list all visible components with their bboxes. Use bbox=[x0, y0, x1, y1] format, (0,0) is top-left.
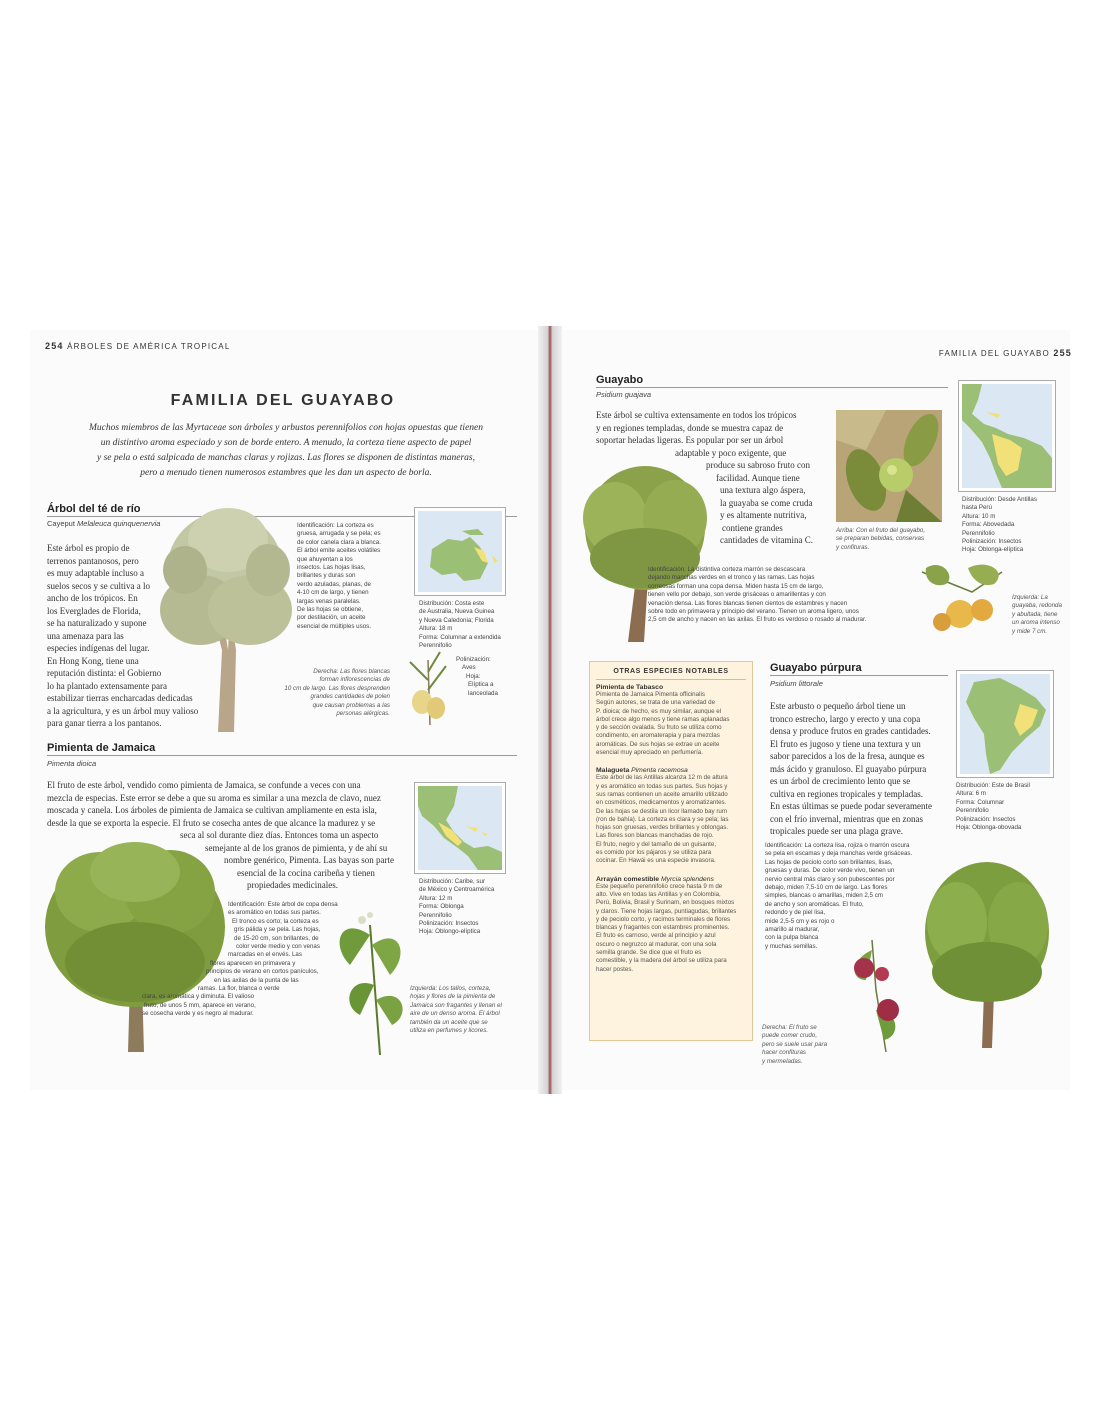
latin-common: Cayeput bbox=[47, 519, 75, 528]
caption-line: grandes cantidades de polen bbox=[310, 693, 390, 701]
notable-box-rule bbox=[596, 679, 746, 680]
ident-line: con la pulpa blanca bbox=[765, 934, 819, 942]
body-line: mezcla de especias. Este error se debe a que su aroma es similar a una mezcla de clavo, nuez bbox=[47, 792, 381, 803]
page-number-right: 255 bbox=[1053, 348, 1072, 358]
ident-line: color verde medio y con venas bbox=[236, 943, 320, 951]
body-line: suelos secos y se cultiva a lo bbox=[47, 580, 150, 591]
notable-line: en cosméticos, medicamentos y aromatizantes. bbox=[596, 799, 727, 807]
notable-line: P. dioica; de hecho, es muy similar, aunque el bbox=[596, 707, 722, 715]
body-line: contiene grandes bbox=[722, 522, 783, 533]
latin-name: Psidium littorale bbox=[770, 679, 823, 688]
ident-line: flores aparecen en primavera y bbox=[210, 959, 296, 967]
ident-arbol-te bbox=[297, 522, 407, 631]
dist-line: Altura: 12 m bbox=[419, 894, 453, 902]
ident-line: tienen vello por debajo, son verde grisáceas o amarillentas y con bbox=[648, 591, 826, 599]
notable-line: condimento, en aromaterapia y para mezclas bbox=[596, 732, 720, 740]
dist-line: Perennifolio bbox=[419, 642, 452, 650]
notable-entry-arrayan bbox=[590, 876, 752, 974]
caption-arbol-te bbox=[260, 668, 390, 718]
species-name-guayabo: Guayabo bbox=[596, 374, 644, 386]
intro-line: un distintivo aroma especiado y son de borde entero. A menudo, la corteza tiene aspecto de papel bbox=[100, 438, 472, 448]
caption-line: y confituras. bbox=[836, 543, 870, 551]
dist-line: hasta Perú bbox=[962, 504, 992, 512]
body-line: una textura algo áspera, bbox=[720, 485, 806, 495]
pimienta-tree-illustration bbox=[40, 832, 230, 1052]
body-line: es muy adaptable incluso a bbox=[47, 568, 144, 578]
body-line: En Hong Kong, tiene una bbox=[47, 655, 139, 666]
dist-line: Perennifolio bbox=[419, 911, 452, 919]
caption-line: Izquierda: Los tallos, corteza, bbox=[410, 985, 491, 992]
ident-line: Identificación: La corteza lisa, rojiza o marrón oscura bbox=[765, 842, 910, 849]
guayabo-purpura-fruit-illustration bbox=[836, 940, 908, 1052]
latin-name: Pimenta dioica bbox=[47, 759, 97, 768]
dist-arbol-te bbox=[419, 600, 519, 650]
body-line: sabor parecidos a los de la fresa, aunque es bbox=[770, 751, 925, 761]
ident-line: nervio central más claro y son pubescentes por bbox=[765, 875, 895, 883]
body-line: adaptable y poco exigente, que bbox=[675, 447, 787, 458]
dist-line: Perennifolio bbox=[962, 529, 995, 537]
guayabo-fruit-photo bbox=[836, 410, 942, 522]
caption-line: Jamaica son fragantes y llenan el bbox=[410, 1001, 502, 1009]
caption-line: guayaba, redonda bbox=[1012, 602, 1062, 610]
ident-line: 4-10 cm de largo, y tienen bbox=[297, 589, 369, 597]
notable-entry-name: Arrayán comestible bbox=[596, 875, 660, 883]
dist-line: Forma: Abovedada bbox=[962, 521, 1015, 529]
notable-line: El fruto, negro y del tamaño de un guisante, bbox=[596, 840, 717, 848]
notable-line: El fruto es carnoso, verde al principio y azul bbox=[596, 932, 716, 940]
notable-entry-name: Malagueta bbox=[596, 767, 630, 775]
caption-line: utiliza en perfumes y licores. bbox=[410, 1027, 489, 1035]
caption-line: y mermeladas. bbox=[762, 1057, 803, 1065]
dist-line: Polinización: Insectos bbox=[956, 815, 1016, 823]
dist-line: Altura: 6 m bbox=[956, 790, 986, 798]
notable-line: esencial muy apreciado en perfumería. bbox=[596, 749, 703, 757]
intro-paragraph bbox=[60, 421, 512, 481]
notable-line: árbol crece algo menos y tiene ramas aplanadas bbox=[596, 715, 730, 723]
dist-line: Polinización: Insectos bbox=[419, 920, 479, 928]
ident-line: Las hojas de peciolo corto son brillantes, lisas, bbox=[765, 858, 893, 866]
body-line: densa y produce frutos en grades cantidades. bbox=[770, 726, 931, 736]
dist-line: Hoja: Oblonga-obovada bbox=[956, 824, 1022, 832]
notable-line: alto. Vive en todas las Antillas y en Colombia, bbox=[596, 890, 721, 898]
ident-line: que ahuyentan a los bbox=[297, 555, 353, 563]
intro-line: Muchos miembros de las Myrtaceae son árboles y arbustos perennifolios con hojas opuestas que tienen bbox=[88, 423, 484, 433]
dist-line: Distribución: Este de Brasil bbox=[956, 782, 1030, 789]
notable-line: cocinar. En Hawái es una especie invasora. bbox=[596, 857, 716, 865]
running-head-right-text: FAMILIA DEL GUAYABO bbox=[938, 349, 1050, 358]
body-line: En estas últimas se puede podar severamente bbox=[770, 801, 932, 811]
dist-guayabo bbox=[962, 496, 1072, 555]
caption-line: puede comer crudo, bbox=[762, 1032, 818, 1040]
body-line: semejante al de los granos de pimienta, y de ahí su bbox=[205, 842, 388, 853]
notable-line: y es aromático en todas sus partes. Sus hojas y bbox=[596, 782, 728, 790]
notable-line: Según autores, se trata de una variedad de bbox=[596, 699, 716, 707]
body-line: produce su sabroso fruto con bbox=[706, 460, 810, 470]
caption-line: se preparan bebidas, conservas bbox=[836, 535, 925, 543]
dist-line: y Nueva Caledonia; Florida bbox=[419, 616, 494, 624]
guayaba-fruit-illustration bbox=[912, 562, 1012, 642]
dist-line: Distribución: Costa este bbox=[419, 600, 485, 607]
notable-entry-malagueta bbox=[590, 767, 752, 865]
body-line: Este árbol es propio de bbox=[47, 543, 130, 553]
caption-line: forman inflorescencias de bbox=[319, 676, 390, 684]
poli-line: Polinización: bbox=[456, 656, 491, 663]
caption-line: Derecha: El fruto se bbox=[762, 1024, 817, 1031]
caption-line: Arriba: Con el fruto del guayabo, bbox=[836, 527, 926, 534]
dist-line: Hoja: Oblonga-elíptica bbox=[962, 546, 1024, 554]
body-line: lo ha plantado extensamente para bbox=[47, 680, 167, 691]
guayabo-purpura-tree-illustration bbox=[912, 852, 1062, 1048]
notable-line: aromáticas. De sus hojas se extrae un aceite bbox=[596, 740, 720, 748]
caption-line: 10 cm de largo. Las flores desprenden bbox=[284, 684, 390, 692]
ident-line: y muchas semillas. bbox=[765, 942, 818, 950]
body-line: tropicales puede ser una plaga grave. bbox=[770, 826, 903, 836]
ident-line: ramas. La flor, blanca o verde bbox=[198, 985, 280, 993]
caption-guayabo-purpura bbox=[762, 1024, 842, 1066]
running-head-right bbox=[900, 348, 1072, 358]
notable-line: oscuro o negruzco al madurar, con una sola bbox=[596, 940, 717, 948]
body-line: estabilizar tierras encharcadas dedicadas bbox=[47, 693, 193, 703]
body-line: Este árbol se cultiva extensamente en todos los trópicos bbox=[596, 410, 797, 420]
ident-line: clara, es aromática y diminuta. El valioso bbox=[142, 993, 255, 1001]
distribution-map-caribe bbox=[414, 782, 506, 874]
caption-line: aire de un denso aroma. El árbol bbox=[410, 1010, 500, 1018]
page-title: FAMILIA DEL GUAYABO bbox=[170, 392, 396, 409]
ident-line: De las hojas se obtiene, bbox=[297, 606, 364, 614]
section-rule bbox=[596, 387, 948, 388]
ident-line: verdo azuladas, planas, de bbox=[297, 580, 371, 588]
dist-line: Polinización: Insectos bbox=[962, 538, 1022, 546]
body-line: Este arbusto o pequeño árbol tiene un bbox=[770, 701, 906, 711]
dist-line: Forma: Columnar a extendida bbox=[419, 633, 501, 641]
photo-caption-guayabo bbox=[836, 527, 946, 552]
body-line: y es altamente nutritiva, bbox=[720, 510, 807, 520]
notable-line: comestible, y la madera del árbol se utiliza para bbox=[596, 957, 727, 965]
section-rule bbox=[47, 755, 517, 756]
notable-line: blancas y fragantes con estambres prominentes. bbox=[596, 924, 730, 932]
species-name-arbol-te: Árbol del té de río bbox=[47, 503, 141, 515]
notable-line: (ron de bahía). La corteza es clara y se pela; las bbox=[596, 815, 729, 823]
ident-line: insectos. Las hojas lisas, bbox=[297, 564, 366, 572]
body-line: soportar heladas ligeras. Es popular por ser un árbol bbox=[596, 435, 784, 445]
notable-line: Este pequeño perennifolio crece hasta 9 m de bbox=[596, 882, 723, 890]
body-line: reputación distinta: el Gobierno bbox=[47, 668, 162, 678]
ident-line: gruesas y duras. De color verde vivo, tienen un bbox=[765, 867, 895, 875]
notable-line: De las hojas se destila un licor llamado bay rum bbox=[596, 807, 728, 815]
poli-line: Hoja: bbox=[466, 672, 481, 680]
notable-entry-latin: Pimenta racemosa bbox=[631, 767, 688, 775]
ident-line: correosas forman una copa densa. Miden hasta 15 cm de largo, bbox=[648, 582, 824, 590]
notable-line: es comido por los pájaros y se utiliza para bbox=[596, 849, 712, 857]
ident-line: principios de verano en cortos panículos, bbox=[206, 968, 319, 976]
ident-line: de 15-20 cm, son brillantes, de bbox=[234, 934, 319, 942]
body-line: cultiva en regiones tropicales y templadas. bbox=[770, 788, 923, 799]
notable-line: hojas son gruesas, verdes brillantes y oblongas. bbox=[596, 824, 729, 832]
body-line: cantidades de vitamina C. bbox=[720, 535, 813, 545]
body-line: ancho de los trópicos. En bbox=[47, 593, 138, 603]
body-line: seca al sol durante diez días. Entonces toma un aspecto bbox=[180, 830, 379, 840]
distribution-map-australia bbox=[414, 507, 506, 596]
notable-box-heading: OTRAS ESPECIES NOTABLES bbox=[613, 668, 729, 675]
dist-guayabo-purpura bbox=[956, 782, 1066, 832]
body-line: nombre genérico, Pimenta. Las bayas son parte bbox=[224, 855, 394, 865]
ident-line: es aromático en todas sus partes. bbox=[228, 909, 321, 917]
body-line: y en regiones templadas, donde se muestra capaz de bbox=[596, 422, 784, 433]
body-line: terrenos pantanosos, pero bbox=[47, 555, 139, 566]
notable-line: y de sección ovalada. Su fruto se utiliza como bbox=[596, 724, 722, 732]
body-line: El fruto de este árbol, vendido como pimienta de Jamaica, se confunde a veces con una bbox=[47, 780, 361, 790]
notable-line: semilla grande. Se dice que el fruto es bbox=[596, 949, 702, 957]
dist-pimienta bbox=[419, 878, 519, 937]
dist-line: Forma: Oblonga bbox=[419, 903, 464, 911]
species-body-guayabo-purpura bbox=[770, 700, 955, 838]
ident-line: amarillo al madurar, bbox=[765, 926, 820, 934]
dist-line: Distribución: Desde Antillas bbox=[962, 496, 1037, 503]
dist-line: Distribución: Caribe, sur bbox=[419, 878, 486, 885]
notable-entry-name: Pimienta de Tabasco bbox=[596, 684, 664, 691]
ident-line: fruto, de unos 5 mm, aparece en verano, bbox=[144, 1001, 256, 1009]
dist-line: Altura: 10 m bbox=[962, 512, 996, 520]
ident-line: redondo y de piel lisa, bbox=[765, 909, 826, 917]
dist-line: Altura: 18 m bbox=[419, 625, 453, 633]
caption-line: también da un aceite que se bbox=[410, 1018, 488, 1026]
caption-line: personas alérgicas. bbox=[336, 710, 390, 718]
dist-line: Hoja: Oblongo-elíptica bbox=[419, 928, 481, 936]
distribution-map-guayabo bbox=[958, 380, 1056, 492]
ident-line: Identificación: La distintiva corteza marrón se descascara bbox=[648, 566, 806, 573]
body-line: facilidad. Aunque tiene bbox=[716, 472, 800, 483]
dist-line: Forma: Columnar bbox=[956, 798, 1005, 806]
ident-line: mide 2,5-5 cm y es rojo o bbox=[765, 917, 835, 925]
body-line: desde la que se exporta la especie. El fruto se cosecha antes de que alcance la madurez y se bbox=[47, 817, 376, 828]
caption-line: y mide 7 cm. bbox=[1012, 627, 1048, 635]
ident-line: El tronco es corto; la corteza es bbox=[232, 917, 319, 925]
intro-line: pero a menudo tienen numerosos estambres que les dan un aspecto de borla. bbox=[140, 468, 432, 478]
dist-line: de Australia, Nueva Guinea bbox=[419, 608, 495, 616]
ident-line: sobre todo en primavera y principio del verano. Tienen un aroma ligero, unos bbox=[648, 608, 859, 616]
body-line: se ha naturalizado y supone bbox=[47, 618, 147, 628]
ident-line: marcadas en el envés. Las bbox=[228, 951, 302, 959]
body-line: propiedades medicinales. bbox=[247, 880, 338, 890]
species-name-guayabo-purpura: Guayabo púrpura bbox=[770, 662, 862, 674]
dist-line: Perennifolio bbox=[956, 807, 989, 815]
ident-line: por destilación, un aceite bbox=[297, 614, 366, 622]
caption-pimienta bbox=[410, 985, 530, 1035]
notable-line: y de peciolo corto, y racimos terminales de flores bbox=[596, 915, 731, 923]
notable-line: Pimienta de Jamaica Pimenta officinalis bbox=[596, 691, 705, 698]
caption-guayabo bbox=[1012, 594, 1082, 636]
body-line: a la agricultura, y es un árbol muy valioso bbox=[47, 705, 199, 716]
ident-guayabo bbox=[648, 566, 938, 625]
notable-line: y claros. Tiene hojas largas, puntiagudas, brillantes bbox=[596, 907, 737, 915]
body-line: los Everglades de Florida, bbox=[47, 605, 141, 616]
ident-line: se cosecha verde y es negro al madurar. bbox=[142, 1010, 254, 1018]
page-number-left: 254 bbox=[45, 341, 64, 351]
running-head-left bbox=[45, 341, 230, 351]
body-line: para ganar tierra a los pantanos. bbox=[47, 718, 162, 728]
species-latin-guayabo-purpura bbox=[770, 679, 823, 688]
body-line: la guayaba se come cruda bbox=[720, 497, 813, 508]
caption-line: Derecha: Las flores blancas bbox=[313, 668, 390, 675]
body-line: es un árbol de crecimiento lento que se bbox=[770, 776, 911, 786]
species-latin-guayabo bbox=[596, 390, 651, 399]
ident-line: gruesa, arrugada y se pela; es bbox=[297, 530, 381, 538]
notable-line: Las flores son blancas manchadas de rojo. bbox=[596, 832, 714, 840]
ident-line: largas venas paralelas. bbox=[297, 597, 361, 605]
notable-entry-tabasco bbox=[590, 684, 752, 757]
species-latin-arbol-te bbox=[47, 519, 160, 528]
caption-line: y abultada, tiene bbox=[1012, 610, 1058, 618]
ident-line: de color canela clara a blanca. bbox=[297, 538, 381, 546]
ident-line: gris pálida y se pela. Las hojas, bbox=[234, 926, 321, 934]
notable-species-box bbox=[589, 661, 753, 1041]
poli-line: Aves bbox=[462, 664, 476, 672]
body-line: más ácido y granuloso. El guayabo púrpura bbox=[770, 763, 927, 774]
ident-line: en las axilas de la punta de las bbox=[214, 976, 299, 984]
notable-line: hacer postes. bbox=[596, 965, 634, 973]
species-name-pimienta: Pimienta de Jamaica bbox=[47, 742, 156, 754]
latin-name: Melaleuca quinquenervia bbox=[77, 519, 161, 528]
body-line: una amenaza para las bbox=[47, 630, 124, 641]
distribution-map-brasil bbox=[956, 670, 1054, 778]
notable-line: sus ramas contienen un aceite amarillo utilizado bbox=[596, 790, 728, 798]
ident-line: brillantes y duras son bbox=[297, 572, 356, 580]
notable-entry-latin: Myrcia splendens bbox=[660, 875, 714, 883]
ident-line: debajo, miden 7,5-10 cm de largo. Las flores bbox=[765, 884, 888, 892]
ident-line: dejando manchas verdes en el tronco y las ramas. Las hojas bbox=[648, 574, 815, 582]
body-line: tronco estrecho, largo y erecto y una copa bbox=[770, 713, 921, 724]
body-line: esencial de la cocina caribeña y tienen bbox=[237, 867, 375, 878]
caption-line: hojas y flores de la pimienta de bbox=[410, 993, 496, 1001]
latin-name: Psidium guajava bbox=[596, 390, 652, 399]
caption-line: pero se suele usar para bbox=[762, 1040, 828, 1048]
intro-line: y se pela o está salpicada de manchas claras y rojizas. Las flores se disponen de distintas maneras, bbox=[97, 453, 475, 463]
notable-line: Perú, Bolivia, Brasil y Surinam, en bosques mixtos bbox=[596, 899, 735, 907]
ident-line: esencial de múltiples usos. bbox=[297, 622, 371, 630]
body-line: con el frío invernal, mientras que en zonas bbox=[770, 813, 923, 824]
ident-line: 2,5 cm de ancho y nacen en las axilas. El fruto es verdoso o rosado al madurar. bbox=[648, 616, 867, 624]
pimienta-leaf-illustration bbox=[320, 905, 410, 1055]
species-latin-pimienta bbox=[47, 759, 96, 768]
ident-line: simples, blancas o amarillas, miden 2,5 cm bbox=[765, 892, 883, 900]
ident-line: Identificación: La corteza es bbox=[297, 522, 374, 529]
caption-line: un aroma intenso bbox=[1012, 619, 1060, 627]
ident-line: de ancho y son aromáticas. El fruto, bbox=[765, 900, 864, 908]
caption-line: hacer confituras bbox=[762, 1049, 807, 1057]
poli-arbol-te bbox=[456, 656, 516, 698]
caption-line: que causan problemas a las bbox=[312, 701, 390, 709]
notable-line: Este árbol de las Antillas alcanza 12 m de altura bbox=[596, 774, 728, 782]
section-rule bbox=[770, 675, 948, 676]
dist-line: de México y Centroamérica bbox=[419, 886, 495, 894]
body-line: El fruto es jugoso y tiene una textura y un bbox=[770, 738, 921, 749]
melaleuca-flower-illustration bbox=[400, 650, 455, 725]
ident-line: venación densa. Las flores blancas tienen cientos de estambres y nacen bbox=[648, 599, 848, 607]
poli-line: lanceolada bbox=[468, 689, 498, 697]
caption-line: Izquierda: La bbox=[1012, 594, 1048, 601]
poli-line: Elíptica a bbox=[468, 681, 494, 689]
book-gutter bbox=[538, 326, 562, 1094]
ident-line: se pela en escamas y deja manchas verde grisáceas. bbox=[765, 850, 913, 858]
body-line: especies indígenas del lugar. bbox=[47, 643, 150, 653]
body-line: moscada y canela. Los árboles de pimienta de Jamaica se cultivan ampliamente en esta isla, bbox=[47, 805, 377, 815]
ident-line: El árbol emite aceites volátiles bbox=[297, 547, 381, 555]
ident-line: Identificación: Este árbol de copa densa bbox=[228, 901, 338, 908]
running-head-left-text: ÁRBOLES DE AMÉRICA TROPICAL bbox=[67, 342, 231, 351]
